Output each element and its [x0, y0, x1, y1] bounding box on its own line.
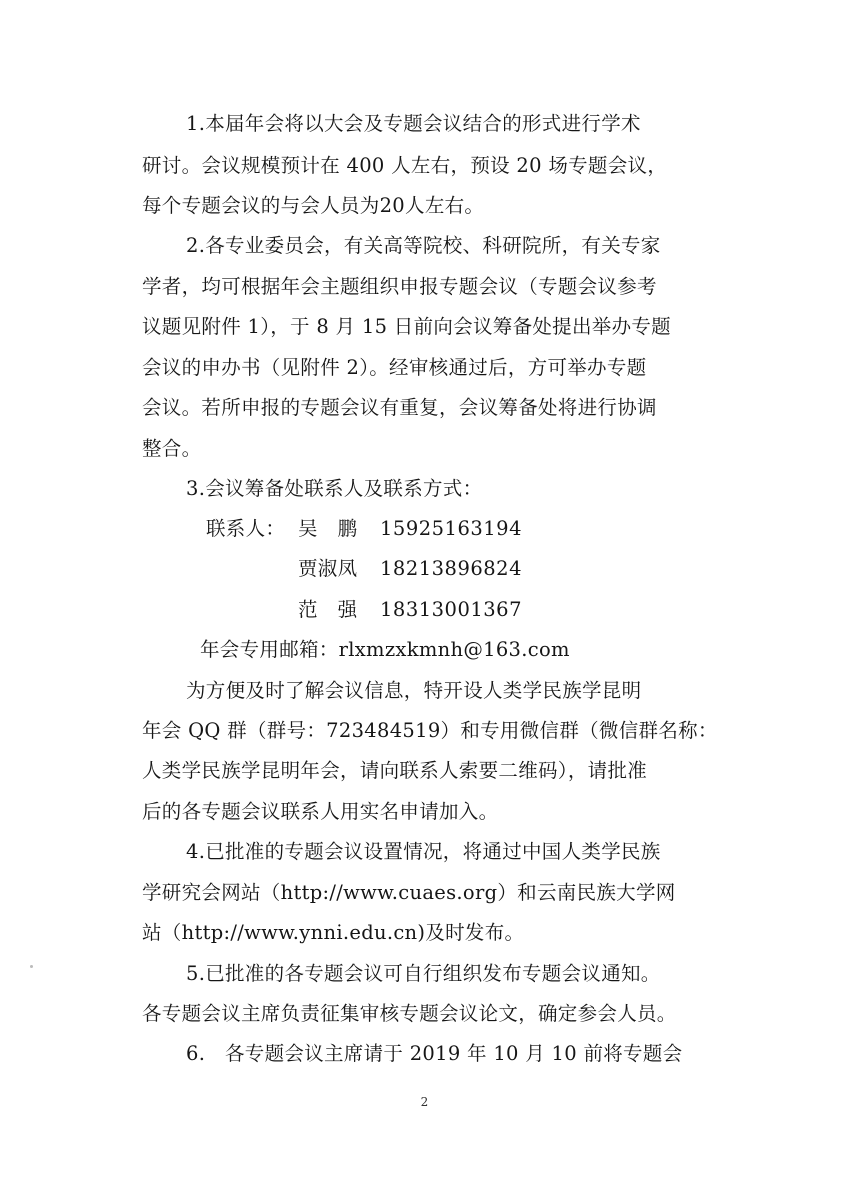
item2-line2: 学者，均可根据年会主题组织申报专题会议（专题会议参考	[142, 275, 657, 298]
note-line1: 为方便及时了解会议信息，特开设人类学民族学昆明	[186, 679, 642, 702]
item5-line1: 5.已批准的各专题会议可自行组织发布专题会议通知。	[186, 962, 661, 985]
item2-line6: 整合。	[142, 437, 202, 460]
item4-line3: 站（http://www.ynni.edu.cn)及时发布。	[142, 921, 525, 944]
item4-line2: 学研究会网站（http://www.cuaes.org）和云南民族大学网	[142, 881, 676, 904]
item2-line5: 会议。若所申报的专题会议有重复，会议筹备处将进行协调	[142, 396, 657, 419]
item3-heading: 3.会议筹备处联系人及联系方式：	[186, 477, 483, 500]
item6-line1: 6. 各专题会议主席请于 2019 年 10 月 10 前将专题会	[186, 1042, 683, 1065]
note-line3: 人类学民族学昆明年会，请向联系人索要二维码），请批准	[142, 759, 648, 782]
note-line2: 年会 QQ 群（群号：723484519）和专用微信群（微信群名称：	[142, 719, 718, 742]
contact-name: 吴 鹏	[298, 517, 358, 540]
email-line: 年会专用邮箱：rlxmzxkmnh@163.com	[200, 638, 570, 661]
contact-phone: 15925163194	[380, 517, 522, 540]
contact-phone: 18313001367	[380, 598, 522, 621]
item2-line3: 议题见附件 1），于 8 月 15 日前向会议筹备处提出举办专题	[142, 315, 671, 338]
item5-line2: 各专题会议主席负责征集审核专题会议论文，确定参会人员。	[142, 1002, 677, 1025]
item1-line2: 研讨。会议规模预计在 400 人左右，预设 20 场专题会议，	[142, 154, 668, 177]
contact-label: 联系人：	[206, 517, 286, 540]
item4-line1: 4.已批准的专题会议设置情况，将通过中国人类学民族	[186, 840, 661, 863]
item1-line3: 每个专题会议的与会人员为20人左右。	[142, 194, 485, 217]
scan-speck	[30, 965, 33, 968]
page-number: 2	[420, 1095, 429, 1109]
contact-name: 贾淑凤	[298, 557, 358, 580]
note-line4: 后的各专题会议联系人用实名申请加入。	[142, 800, 499, 823]
contact-name: 范 强	[298, 598, 358, 621]
item1-line1: 1.本届年会将以大会及专题会议结合的形式进行学术	[186, 112, 641, 135]
item2-line1: 2.各专业委员会，有关高等院校、科研院所，有关专家	[186, 234, 661, 257]
item2-line4: 会议的申办书（见附件 2）。经审核通过后，方可举办专题	[142, 356, 647, 379]
contact-phone: 18213896824	[380, 557, 522, 580]
